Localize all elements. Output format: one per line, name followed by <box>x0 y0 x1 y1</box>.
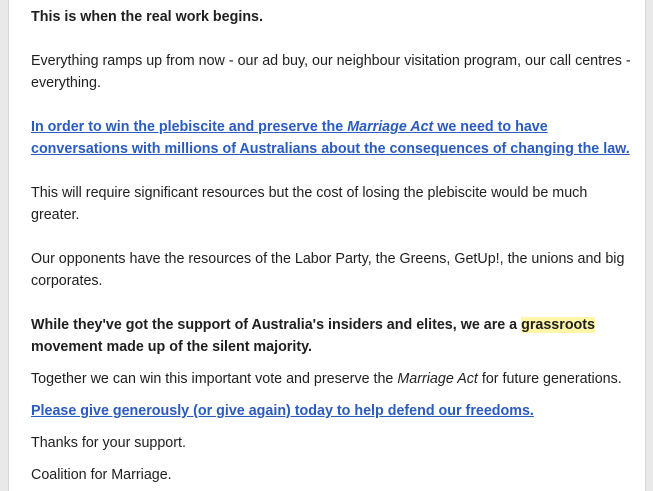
paragraph-ramp-up <box>31 50 635 94</box>
plebiscite-conversations-link[interactable] <box>31 119 630 157</box>
plebiscite-link-line2: conversations with millions of Australians about the consequences of changing the law. <box>31 141 630 157</box>
paragraph-together-after: for future generations. <box>477 371 622 387</box>
email-body-card <box>8 0 646 491</box>
signature-text: Coalition for Marriage. <box>31 467 172 483</box>
paragraph-grassroots-before: While they've got the support of Australia's insiders and elites, we are a <box>31 317 522 333</box>
plebiscite-link-part2: we need to have <box>433 119 548 135</box>
paragraph-thanks <box>31 432 635 454</box>
paragraph-resources-line1: This will require significant resources but the cost of losing the plebiscite would be much <box>31 185 588 201</box>
paragraph-ramp-up-line1: Everything ramps up from now - our ad buy, our neighbour visitation program, our call centres - <box>31 53 631 69</box>
plebiscite-link-paragraph <box>31 116 635 160</box>
signature <box>31 464 635 486</box>
donate-link-paragraph <box>31 400 635 422</box>
plebiscite-link-italic: Marriage Act <box>347 119 434 135</box>
thanks-text: Thanks for your support. <box>31 435 186 451</box>
plebiscite-link-part1: In order to win the plebiscite and preserve the <box>31 119 348 135</box>
give-generously-link[interactable]: Please give generously (or give again) today to help defend our freedoms. <box>31 403 534 419</box>
paragraph-ramp-up-line2: everything. <box>31 75 101 91</box>
paragraph-resources-line2: greater. <box>31 207 80 223</box>
paragraph-together-italic: Marriage Act <box>397 371 478 387</box>
paragraph-together <box>31 368 635 390</box>
paragraph-opponents-line2: corporates. <box>31 273 103 289</box>
grassroots-highlight: grassroots <box>521 317 596 333</box>
intro-heading-text: This is when the real work begins. <box>31 9 263 25</box>
paragraph-resources <box>31 182 635 226</box>
paragraph-opponents-line1: Our opponents have the resources of the Labor Party, the Greens, GetUp!, the unions and big <box>31 251 625 267</box>
intro-heading <box>31 6 635 28</box>
paragraph-together-before: Together we can win this important vote and preserve the <box>31 371 398 387</box>
paragraph-opponents <box>31 248 635 292</box>
paragraph-grassroots-line2: movement made up of the silent majority. <box>31 339 312 355</box>
paragraph-grassroots <box>31 314 635 358</box>
